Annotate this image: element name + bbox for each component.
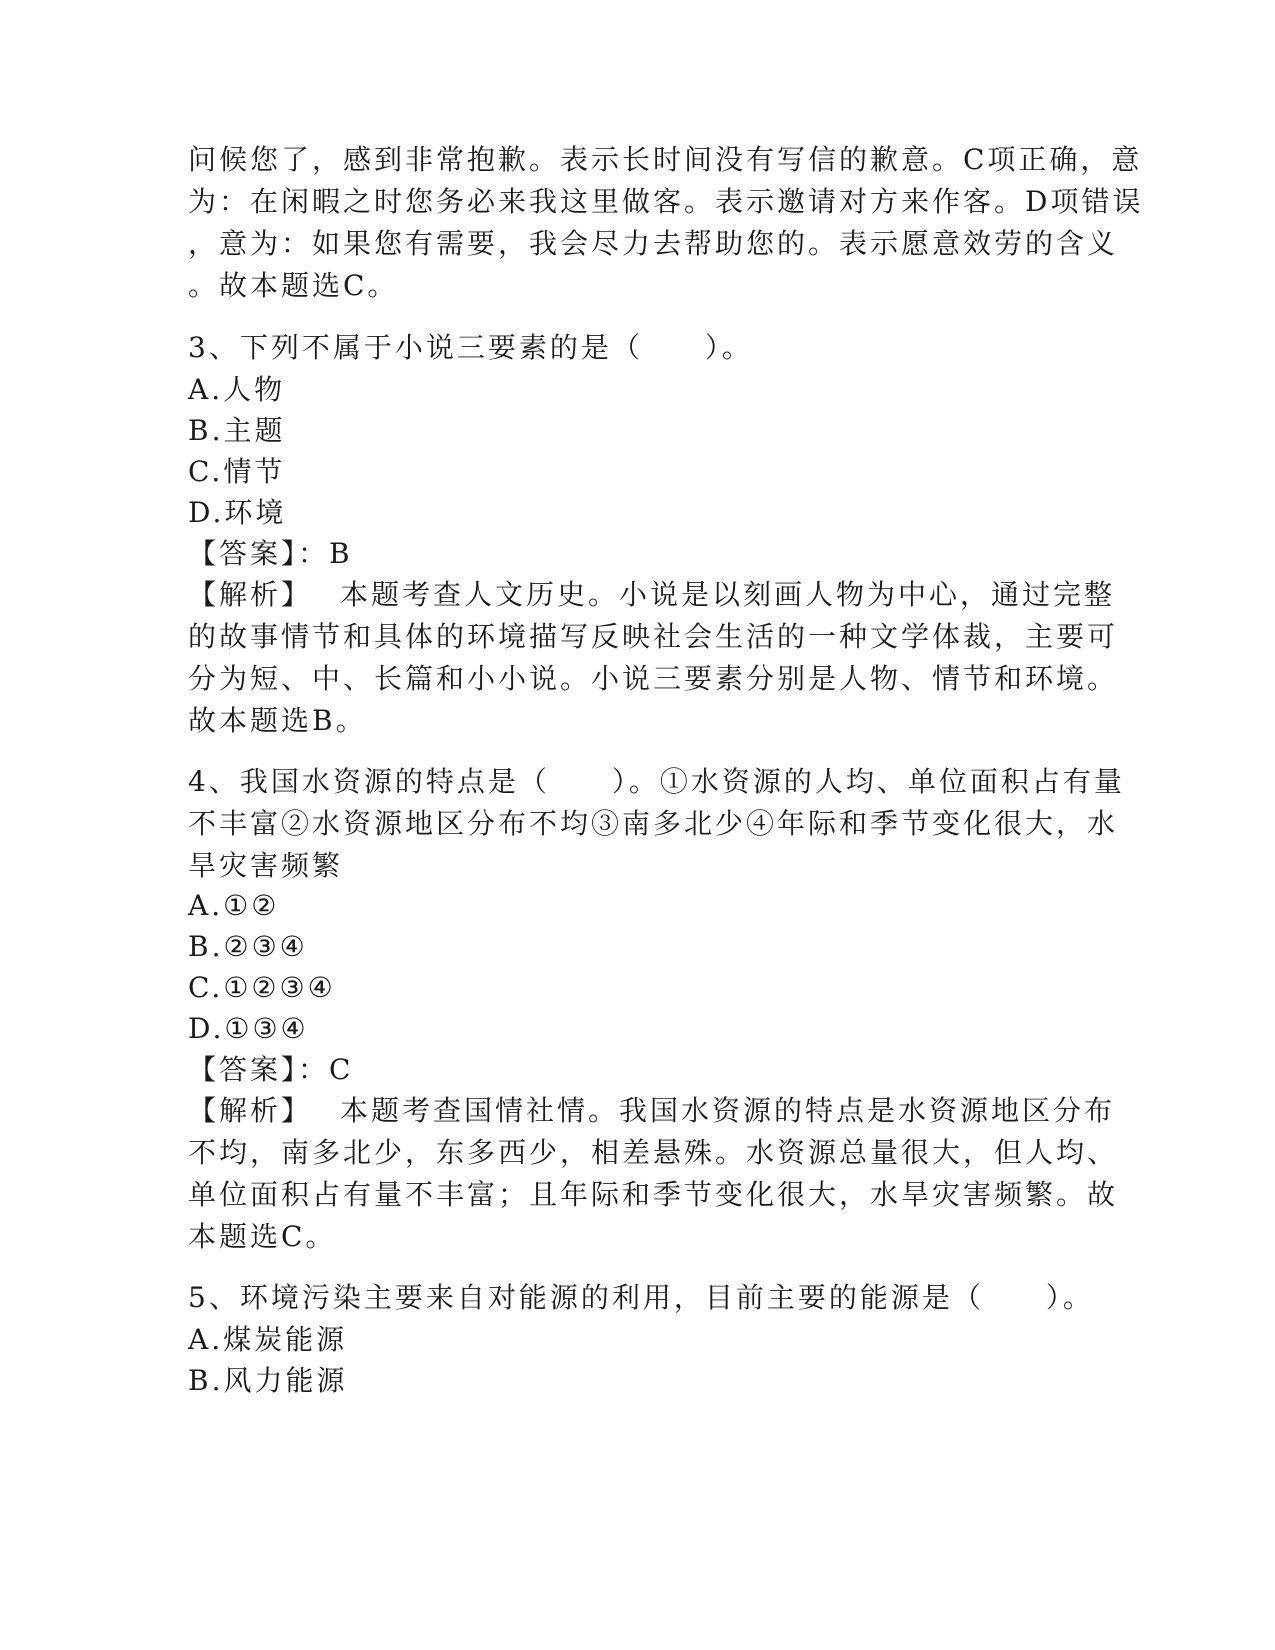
- analysis-line: [188, 1091, 1115, 1131]
- answer-value: B: [329, 537, 353, 570]
- option-b: B.②③④: [188, 930, 308, 963]
- option-d: D.环境: [188, 496, 287, 529]
- analysis-line: 的故事情节和具体的环境描写反映社会生活的一种文学体裁，主要可: [188, 620, 1119, 653]
- option-c: C.情节: [188, 455, 286, 488]
- analysis-line: 单位面积占有量不丰富；且年际和季节变化很大，水旱灾害频繁。故: [188, 1178, 1119, 1211]
- answer-label: 【答案】：: [188, 537, 330, 570]
- answer-value: C: [329, 1053, 354, 1086]
- text-line: ，意为：如果您有需要，我会尽力去帮助您的。表示愿意效劳的含义: [188, 227, 1119, 260]
- analysis-label: 【解析】: [188, 1094, 313, 1127]
- analysis-text: 本题考查国情社情。我国水资源的特点是水资源地区分布: [340, 1094, 1116, 1127]
- text-line: 。故本题选C。: [188, 269, 399, 302]
- option-d: D.①③④: [188, 1012, 309, 1045]
- option-a: A.①②: [188, 889, 280, 922]
- answer-line: [188, 534, 353, 574]
- question-text: 5、环境污染主要来自对能源的利用，目前主要的能源是（ ）。: [188, 1281, 1094, 1314]
- option-a: A.人物: [188, 373, 286, 406]
- answer-label: 【答案】：: [188, 1053, 330, 1086]
- text-line: 问候您了，感到非常抱歉。表示长时间没有写信的歉意。C项正确，意: [188, 143, 1143, 176]
- option-a: A.煤炭能源: [188, 1323, 348, 1356]
- option-c: C.①②③④: [188, 971, 336, 1004]
- analysis-line: 分为短、中、长篇和小小说。小说三要素分别是人物、情节和环境。: [188, 662, 1119, 695]
- option-b: B.主题: [188, 414, 286, 447]
- question-text: 3、下列不属于小说三要素的是（ ）。: [188, 331, 753, 364]
- answer-line: [188, 1050, 353, 1090]
- question-text: 不丰富②水资源地区分布不均③南多北少④年际和季节变化很大，水: [188, 807, 1119, 840]
- question-text: 旱灾害频繁: [188, 849, 344, 882]
- analysis-line: 故本题选B。: [188, 704, 367, 737]
- analysis-line: [188, 575, 1115, 615]
- analysis-text: 本题考查人文历史。小说是以刻画人物为中心，通过完整: [340, 578, 1116, 611]
- analysis-line: 不均，南多北少，东多西少，相差悬殊。水资源总量很大，但人均、: [188, 1136, 1119, 1169]
- question-text: 4、我国水资源的特点是（ ）。①水资源的人均、单位面积占有量: [188, 765, 1125, 798]
- text-line: 为：在闲暇之时您务必来我这里做客。表示邀请对方来作客。D项错误: [188, 185, 1144, 218]
- analysis-label: 【解析】: [188, 578, 313, 611]
- option-b: B.风力能源: [188, 1364, 348, 1397]
- analysis-line: 本题选C。: [188, 1220, 337, 1253]
